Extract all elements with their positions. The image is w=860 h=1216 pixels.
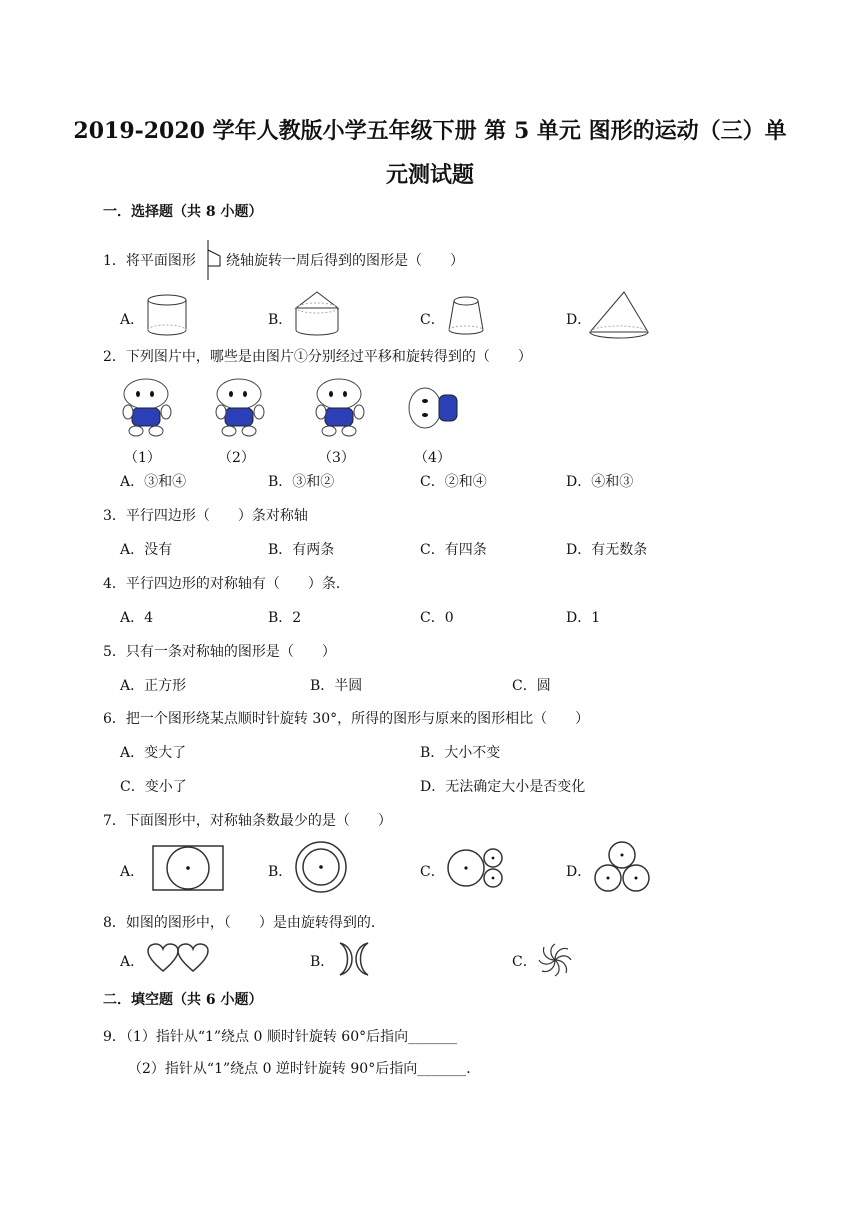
q3-option-a[interactable]: A．没有: [120, 542, 173, 558]
two-hearts-figure: [147, 943, 209, 973]
q2-option-a[interactable]: A．③和④: [120, 474, 187, 490]
q7-option-a[interactable]: A．: [120, 864, 145, 880]
image-label-2: （2）: [218, 450, 255, 466]
q1-option-c[interactable]: C．: [420, 312, 445, 328]
q6-option-a[interactable]: A．变大了: [120, 745, 187, 761]
image-label-3: （3）: [318, 450, 355, 466]
image-label-1: （1）: [124, 450, 161, 466]
q4-option-a[interactable]: A．4: [120, 610, 154, 626]
image-label-4: （4）: [414, 450, 451, 466]
q4-option-b[interactable]: B．2: [268, 610, 302, 626]
kitty-image-3: [313, 376, 369, 438]
page-title-line2: 元测试题: [385, 162, 474, 188]
rectangle-with-circle-figure: [152, 845, 224, 891]
question-2-text: 2．下列图片中，哪些是由图片①分别经过平移和旋转得到的（ ）: [103, 349, 532, 365]
q5-option-c[interactable]: C．圆: [512, 678, 551, 694]
cone-on-cylinder-icon: [294, 292, 340, 338]
question-1-prefix: 1．将平面图形: [103, 253, 196, 269]
question-8-text: 8．如图的图形中，（ ）是由旋转得到的．: [103, 915, 385, 931]
two-crescents-figure: [336, 941, 372, 977]
question-4-text: 4．平行四边形的对称轴有（ ）条．: [103, 576, 350, 592]
q7-option-c[interactable]: C．: [420, 864, 445, 880]
q4-option-d[interactable]: D．1: [566, 610, 601, 626]
question-9-part-2: （2）指针从“1”绕点 0 逆时针旋转 90°后指向_______．: [128, 1061, 481, 1077]
frustum-icon: [446, 296, 486, 336]
q7-option-b[interactable]: B．: [268, 864, 293, 880]
q3-option-c[interactable]: C．有四条: [420, 542, 487, 558]
q8-option-c[interactable]: C．: [512, 954, 537, 970]
three-circles-triangle-figure: [594, 840, 650, 894]
section-heading-choice: 一．选择题（共 8 小题）: [103, 204, 263, 220]
q5-option-a[interactable]: A．正方形: [120, 678, 187, 694]
concentric-circles-figure: [294, 840, 348, 894]
q2-option-d[interactable]: D．④和③: [566, 474, 634, 490]
q3-option-b[interactable]: B．有两条: [268, 542, 335, 558]
question-6-text: 6．把一个图形绕某点顺时针旋转 30°，所得的图形与原来的图形相比（ ）: [103, 711, 590, 727]
q1-option-b[interactable]: B．: [268, 312, 293, 328]
three-circles-row-figure: [446, 846, 504, 890]
spiral-pinwheel-figure: [538, 943, 572, 977]
question-3-text: 3．平行四边形（ ）条对称轴: [103, 508, 308, 524]
q8-option-a[interactable]: A．: [120, 954, 145, 970]
q8-option-b[interactable]: B．: [310, 954, 335, 970]
kitty-image-1: [120, 376, 176, 438]
cone-icon: [588, 292, 650, 340]
page-title-line1: 2019-2020 学年人教版小学五年级下册 第 5 单元 图形的运动（三）单: [73, 118, 787, 144]
q6-option-c[interactable]: C．变小了: [120, 779, 187, 795]
q1-option-a[interactable]: A．: [120, 312, 145, 328]
q2-option-b[interactable]: B．③和②: [268, 474, 335, 490]
q3-option-d[interactable]: D．有无数条: [566, 542, 648, 558]
question-7-text: 7．下面图形中，对称轴条数最少的是（ ）: [103, 813, 392, 829]
q7-option-d[interactable]: D．: [566, 864, 592, 880]
q2-option-c[interactable]: C．②和④: [420, 474, 487, 490]
question-9-part-1: 9．（1）指针从“1”绕点 0 顺时针旋转 60°后指向_______: [103, 1029, 458, 1045]
rotation-shape-figure: [200, 240, 226, 280]
q6-option-b[interactable]: B．大小不变: [420, 745, 501, 761]
section-heading-fill-blank: 二．填空题（共 6 小题）: [103, 992, 263, 1008]
kitty-image-2: [213, 376, 269, 438]
q1-option-d[interactable]: D．: [566, 312, 592, 328]
question-5-text: 5．只有一条对称轴的图形是（ ）: [103, 644, 336, 660]
question-1-suffix: 绕轴旋转一周后得到的图形是（ ）: [226, 253, 464, 269]
q6-option-d[interactable]: D．无法确定大小是否变化: [420, 779, 586, 795]
q4-option-c[interactable]: C．0: [420, 610, 454, 626]
kitty-image-4-rotated: [404, 382, 470, 434]
q5-option-b[interactable]: B．半圆: [310, 678, 363, 694]
cylinder-icon: [146, 294, 188, 336]
